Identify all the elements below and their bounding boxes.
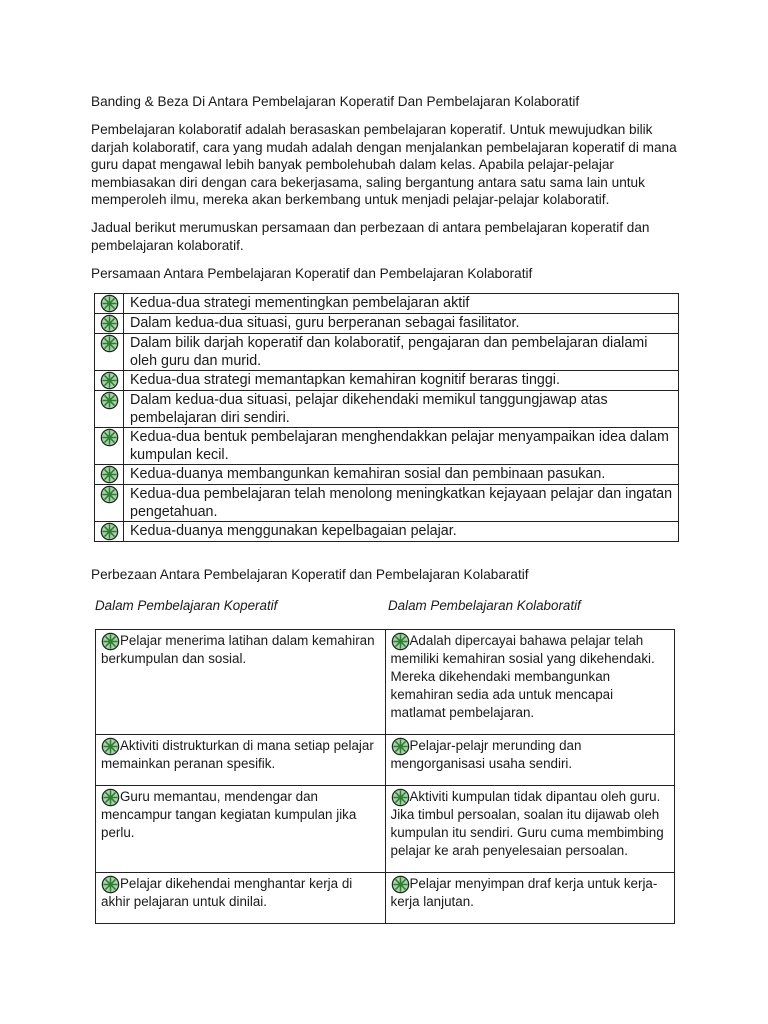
green-star-bullet-icon xyxy=(100,371,119,390)
difference-item xyxy=(391,788,669,860)
intro-paragraph: Pembelajaran kolaboratif adalah berasaskan pembelajaran koperatif. Untuk mewujudkan bilik darjah kolaboratif, cara yang mudah adalah dengan menjalankan pembelajaran koperatif di mana guru dapat mengawal lebih banyak pembolehubah dalam kelas. Apabila pelajar-pelajar membiasakan diri dengan cara bekerjasama, saling bergantung antara satu sama lain untuk memperoleh ilmu, mereka akan berkembang untuk menjadi pelajar-pelajar kolaboratif. xyxy=(91,122,677,207)
difference-cell-kolaboratif xyxy=(385,873,675,924)
bullet-cell xyxy=(95,485,124,522)
bullet-cell xyxy=(95,371,124,391)
green-star-bullet-icon xyxy=(100,465,119,484)
green-star-bullet-icon xyxy=(100,314,119,333)
bullet-cell xyxy=(95,522,124,542)
green-star-bullet-icon xyxy=(100,485,119,504)
difference-cell-koperatif xyxy=(96,735,386,786)
bullet-cell xyxy=(95,391,124,428)
difference-item xyxy=(101,875,379,911)
similarities-heading: Persamaan Antara Pembelajaran Koperatif dan Pembelajaran Kolaboratif xyxy=(91,266,533,281)
document-title: Banding & Beza Di Antara Pembelajaran Koperatif Dan Pembelajaran Kolaboratif xyxy=(91,94,580,109)
difference-item xyxy=(101,788,379,842)
green-star-bullet-icon xyxy=(100,428,119,447)
green-star-bullet-icon xyxy=(391,788,410,807)
difference-cell-kolaboratif xyxy=(385,630,675,735)
similarity-row xyxy=(95,294,679,314)
differences-table xyxy=(95,629,675,924)
difference-cell-koperatif xyxy=(96,630,386,735)
green-star-bullet-icon xyxy=(100,522,119,541)
difference-text: Pelajar menerima latihan dalam kemahiran berkumpulan dan sosial. xyxy=(101,633,375,666)
bullet-cell xyxy=(95,428,124,465)
green-star-bullet-icon xyxy=(391,737,410,756)
difference-cell-kolaboratif xyxy=(385,786,675,873)
summary-paragraph: Jadual berikut merumuskan persamaan dan perbezaan di antara pembelajaran koperatif dan pembelajaran kolaboratif. xyxy=(91,220,650,253)
difference-text: Aktiviti distrukturkan di mana setiap pelajar memainkan peranan spesifik. xyxy=(101,738,374,771)
column-heading-kolaboratif: Dalam Pembelajaran Kolaboratif xyxy=(388,598,581,613)
similarity-row xyxy=(95,465,679,485)
difference-item xyxy=(101,632,379,668)
similarity-row xyxy=(95,485,679,522)
similarity-text: Kedua-dua strategi memantapkan kemahiran kognitif beraras tinggi. xyxy=(124,371,679,391)
difference-row xyxy=(96,873,675,924)
difference-text: Adalah dipercayai bahawa pelajar telah memiliki kemahiran sosial yang dikehendaki. Mereka dikehendaki membangunkan kemahiran sedia ada untuk mencapai matlamat pembelajaran. xyxy=(390,633,655,720)
similarity-row xyxy=(95,522,679,542)
similarity-text: Dalam kedua-dua situasi, guru berperanan sebagai fasilitator. xyxy=(124,314,679,334)
difference-cell-koperatif xyxy=(96,786,386,873)
similarity-text: Dalam kedua-dua situasi, pelajar dikehendaki memikul tanggungjawap atas pembelajaran diri sendiri. xyxy=(124,391,679,428)
bullet-cell xyxy=(95,465,124,485)
similarity-text: Kedua-dua pembelajaran telah menolong meningkatkan kejayaan pelajar dan ingatan pengetahuan. xyxy=(124,485,679,522)
difference-item xyxy=(391,737,669,773)
difference-item xyxy=(391,632,669,722)
similarity-row xyxy=(95,428,679,465)
similarity-row xyxy=(95,314,679,334)
difference-item xyxy=(101,737,379,773)
column-heading-koperatif: Dalam Pembelajaran Koperatif xyxy=(95,598,278,613)
green-star-bullet-icon xyxy=(100,391,119,410)
difference-text: Pelajar menyimpan draf kerja untuk kerja-kerja lanjutan. xyxy=(390,876,658,909)
green-star-bullet-icon xyxy=(101,632,120,651)
similarity-text: Kedua-dua bentuk pembelajaran menghendakkan pelajar menyampaikan idea dalam kumpulan kecil. xyxy=(124,428,679,465)
similarity-text: Dalam bilik darjah koperatif dan kolaboratif, pengajaran dan pembelajaran dialami oleh guru dan murid. xyxy=(124,334,679,371)
green-star-bullet-icon xyxy=(100,294,119,313)
similarity-text: Kedua-duanya membangunkan kemahiran sosial dan pembinaan pasukan. xyxy=(124,465,679,485)
similarities-table xyxy=(94,293,679,542)
green-star-bullet-icon xyxy=(101,788,120,807)
green-star-bullet-icon xyxy=(391,632,410,651)
difference-text: Pelajar dikehendai menghantar kerja di akhir pelajaran untuk dinilai. xyxy=(101,876,353,909)
differences-heading: Perbezaan Antara Pembelajaran Koperatif dan Pembelajaran Kolabaratif xyxy=(91,567,529,582)
similarity-row xyxy=(95,334,679,371)
similarity-row xyxy=(95,371,679,391)
green-star-bullet-icon xyxy=(101,875,120,894)
difference-cell-koperatif xyxy=(96,873,386,924)
green-star-bullet-icon xyxy=(100,334,119,353)
similarity-text: Kedua-duanya menggunakan kepelbagaian pelajar. xyxy=(124,522,679,542)
difference-row xyxy=(96,786,675,873)
green-star-bullet-icon xyxy=(101,737,120,756)
green-star-bullet-icon xyxy=(391,875,410,894)
similarity-text: Kedua-dua strategi mementingkan pembelajaran aktif xyxy=(124,294,679,314)
difference-cell-kolaboratif xyxy=(385,735,675,786)
difference-text: Pelajar-pelajr merunding dan mengorganisasi usaha sendiri. xyxy=(390,738,582,771)
difference-row xyxy=(96,630,675,735)
bullet-cell xyxy=(95,314,124,334)
difference-text: Aktiviti kumpulan tidak dipantau oleh guru. Jika timbul persoalan, soalan itu dijawab oleh kumpulan itu sendiri. Guru cuma membimbing pelajar ke arah penyelesaian persoalan. xyxy=(390,789,664,858)
bullet-cell xyxy=(95,334,124,371)
difference-item xyxy=(391,875,669,911)
similarity-row xyxy=(95,391,679,428)
bullet-cell xyxy=(95,294,124,314)
difference-row xyxy=(96,735,675,786)
difference-text: Guru memantau, mendengar dan mencampur tangan kegiatan kumpulan jika perlu. xyxy=(101,789,357,840)
